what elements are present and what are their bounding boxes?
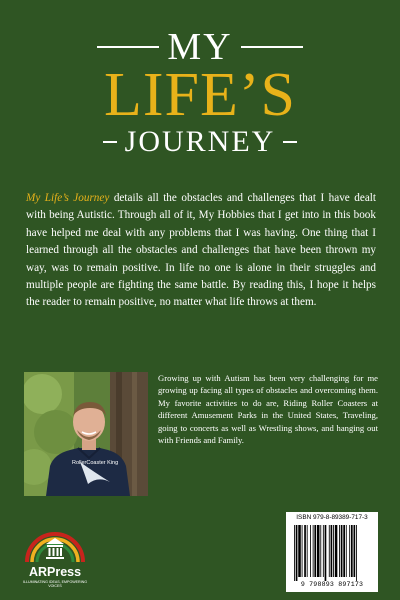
isbn-label: ISBN 979-8-89389-717-3 bbox=[296, 514, 368, 521]
barcode-bar bbox=[310, 525, 311, 577]
barcode-bar bbox=[339, 525, 340, 577]
barcode-bar bbox=[341, 525, 343, 577]
barcode-bar bbox=[298, 525, 301, 577]
barcode-bar bbox=[354, 525, 356, 577]
barcode-bar bbox=[307, 525, 308, 577]
shirt-text: RollerCoaster King bbox=[72, 460, 119, 466]
barcode-bar bbox=[333, 525, 334, 577]
barcode-bar bbox=[335, 525, 338, 577]
barcode-bar bbox=[343, 525, 345, 577]
barcode-bar bbox=[317, 525, 320, 577]
barcode-bar bbox=[320, 525, 321, 577]
barcode-bars bbox=[286, 523, 378, 581]
title-rule-left bbox=[97, 46, 159, 48]
publisher-logo bbox=[22, 512, 88, 592]
publisher-logo-mark bbox=[22, 512, 88, 568]
title-rule-right bbox=[241, 46, 303, 48]
description-text: details all the obstacles and challenges that I have dealt with being Autistic. Through all of it, My Hobbies that I get into in this book have helped me deal with any problems that I was having. One thing that I learned through all the obstacles and challenges that have been thrown my way, was to remain positive. In life no one is alone in their struggles and multiple people are fighting the same battle. By reading this, I hope it helps the reader to remain positive, no matter what life throws at them. bbox=[26, 192, 377, 309]
barcode-bar bbox=[331, 525, 333, 577]
author-bio: Growing up with Autism has been very challenging for me growing up facing all types of obstacles and overcoming them. My favorite activities to do are, Riding Roller Coasters at different Amusement Parks in the United States, Traveling, going to concerts as well as Wrestling shows, and hanging out with Friends and Family. bbox=[158, 373, 378, 446]
barcode-bar bbox=[329, 525, 330, 577]
author-photo bbox=[24, 372, 148, 496]
barcode-bar bbox=[302, 525, 303, 577]
barcode-bar bbox=[304, 525, 306, 577]
barcode-bar bbox=[356, 525, 357, 581]
barcode-bar bbox=[325, 525, 327, 581]
title-lifes: LIFE’S bbox=[104, 61, 296, 129]
title-line-journey bbox=[0, 124, 400, 160]
isbn-number: 9 798893 897173 bbox=[300, 581, 364, 588]
barcode-bar bbox=[313, 525, 314, 577]
book-description bbox=[26, 190, 376, 312]
title-journey: JOURNEY bbox=[124, 125, 276, 158]
journey-rule-right bbox=[283, 141, 297, 143]
barcode-bar bbox=[346, 525, 347, 577]
description-book-title: My Life’s Journey bbox=[26, 192, 110, 204]
title-my: MY bbox=[167, 26, 233, 68]
barcode-bar bbox=[349, 525, 350, 577]
isbn-barcode bbox=[286, 512, 378, 592]
barcode-bar bbox=[323, 525, 324, 577]
journey-rule-left bbox=[103, 141, 117, 143]
book-title-block bbox=[0, 28, 400, 160]
publisher-name: ARPress bbox=[28, 565, 82, 579]
barcode-bar bbox=[314, 525, 316, 577]
barcode-bar bbox=[351, 525, 353, 577]
author-photo-illustration bbox=[24, 372, 148, 496]
publisher-tagline: ILLUMINATING IDEAS, EMPOWERING VOICES bbox=[22, 580, 88, 589]
barcode-bar bbox=[296, 525, 298, 581]
barcode-bar bbox=[294, 525, 295, 581]
